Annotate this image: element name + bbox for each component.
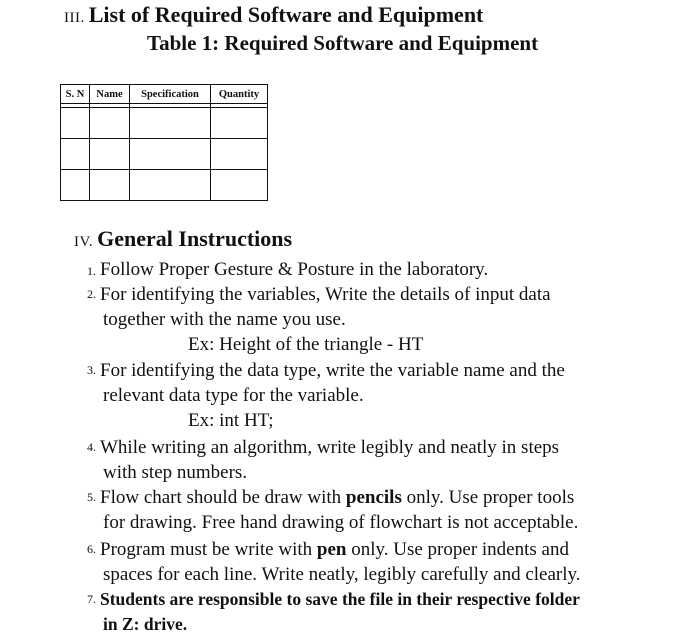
table-cell [130,139,211,170]
table-cell [61,170,90,201]
table-row [61,108,268,139]
item-text: For identifying the variables, Write the details of input data [100,284,551,305]
example-text: Ex: Height of the triangle - HT [188,334,424,355]
item-number: 1. [87,264,96,278]
section-4-title: General Instructions [97,226,293,251]
table-cell [211,108,268,139]
table-cell [90,139,130,170]
item-text-line-2: in Z: drive. [103,614,188,634]
item-text: only. Use proper tools [406,487,575,508]
instruction-item-4 [74,435,654,485]
item-number: 2. [87,287,96,301]
instruction-item-6 [74,537,654,587]
table-cell [61,108,90,139]
table-cell [61,139,90,170]
instruction-item-2 [74,282,654,332]
table-caption: Table 1: Required Software and Equipment [147,31,539,55]
instruction-item-1 [74,257,654,284]
item-text: Follow Proper Gesture & Posture in the laboratory. [100,259,489,280]
section-3-title: List of Required Software and Equipment [88,2,484,27]
item-text-line-1: For identifying the data type, write the variable name and the [100,360,565,381]
table-cell [90,170,130,201]
item-text-line-1 [100,282,645,307]
item-text-line-2: spaces for each line. Write neatly, legibly carefully and clearly. [103,564,581,585]
section-4-number: IV. [74,234,94,250]
table-cell [211,139,268,170]
section-3-number: III. [64,10,85,26]
instruction-item-3 [74,358,654,408]
item-number: 3. [87,363,96,377]
column-header-name: Name [90,85,130,104]
column-header-specification: Specification [130,85,211,104]
emphasis-text: pen [316,539,347,560]
section-3-heading [64,2,483,28]
item-text-line-2: together with the name you use. [103,309,346,330]
item-text-line-1: Students are responsible to save the file in their respective folder [100,589,580,609]
item-number: 7. [87,592,96,606]
column-header-quantity: Quantity [211,85,268,104]
item-number: 6. [87,542,96,556]
item-text-line-2: relevant data type for the variable. [103,385,364,406]
table-cell [211,170,268,201]
item-text-line-2: with step numbers. [103,462,248,483]
item-text-line-2: for drawing. Free hand drawing of flowchart is not acceptable. [103,512,579,533]
section-4-heading [74,226,292,252]
table-cell [130,170,211,201]
table-row [61,139,268,170]
item-text: only. Use proper indents and [351,539,569,560]
instruction-item-7 [74,587,654,637]
item-number: 5. [87,490,96,504]
column-header-sn: S. N [61,85,90,104]
emphasis-text: pencils [345,487,402,508]
table-header-row [61,85,268,104]
instruction-item-5 [74,485,654,535]
item-text: Program must be write with [100,539,313,560]
item-text-line-1: While writing an algorithm, write legibly and neatly in steps [100,437,560,458]
table-cell [90,108,130,139]
required-equipment-table [60,84,268,201]
item-number: 4. [87,440,96,454]
example-text: Ex: int HT; [188,410,274,431]
item-text-line-1 [100,537,569,562]
table-cell [130,108,211,139]
item-text-line-1 [100,485,574,510]
table-row [61,170,268,201]
item-text: Flow chart should be draw with [100,487,342,508]
